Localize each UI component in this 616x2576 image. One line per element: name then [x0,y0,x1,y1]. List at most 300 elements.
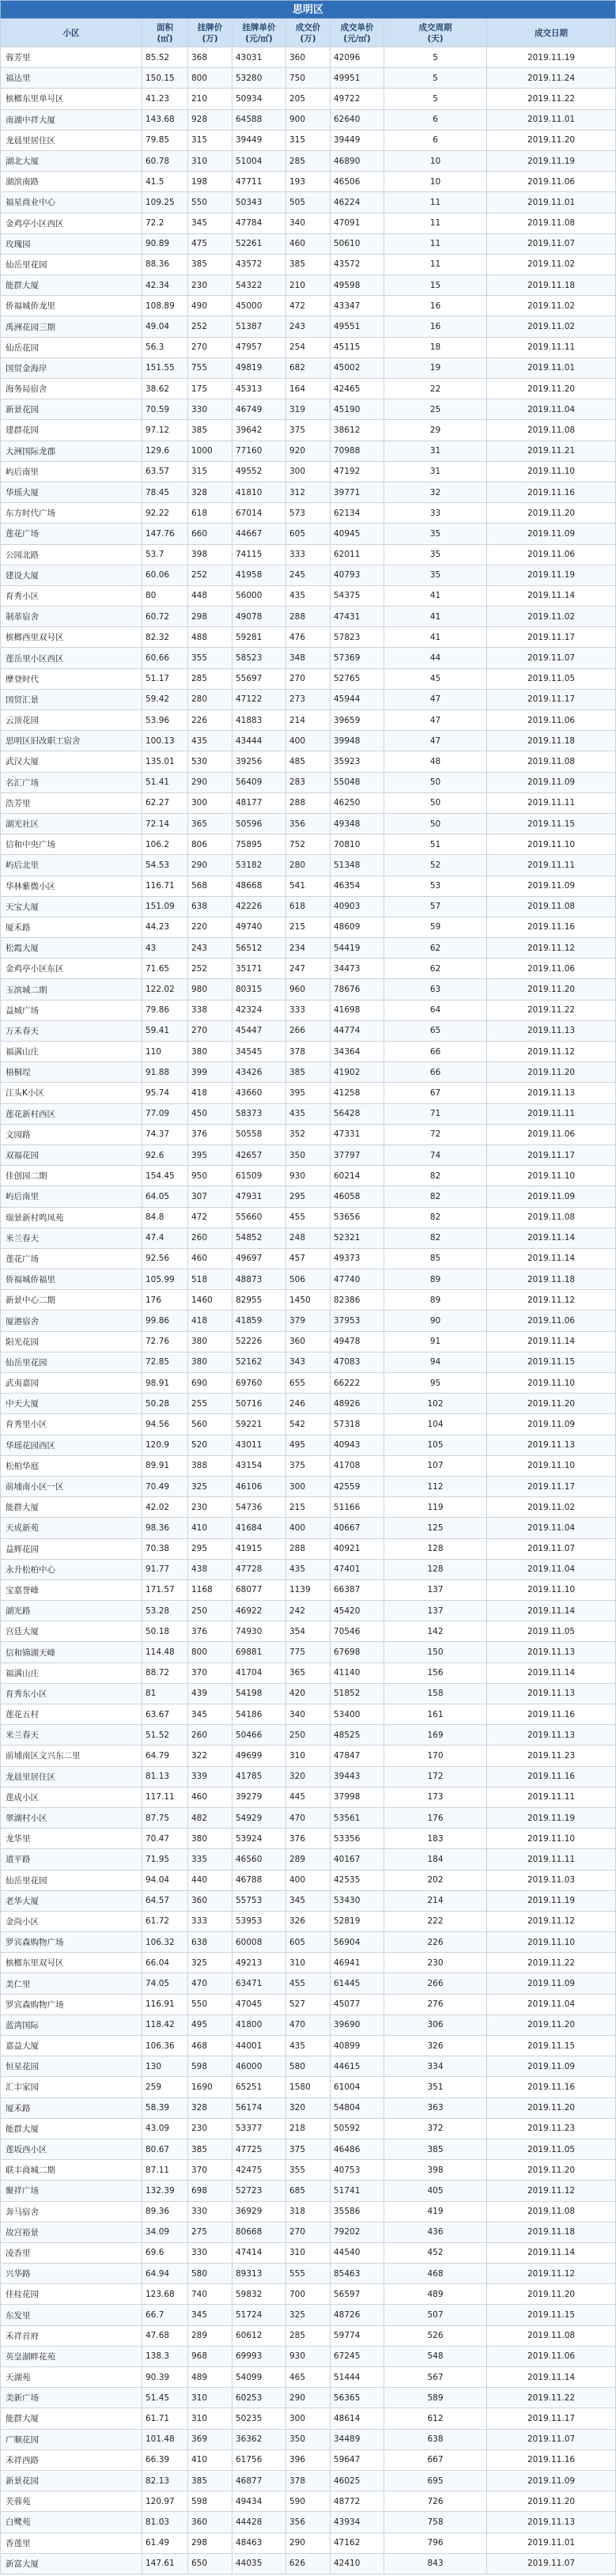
cell-area: 81.13 [142,1767,188,1787]
table-row [0,420,616,441]
cell-community: 武夷嘉园 [0,1373,142,1394]
table-row [0,1849,616,1870]
cell-community: 奔马宿舍 [0,2202,142,2222]
cell-deal-cycle: 758 [384,2512,487,2532]
cell-listing-price: 376 [188,1621,232,1642]
cell-deal-price: 214 [286,710,331,731]
cell-deal-date: 2019.11.01 [487,110,616,131]
cell-listing-unit-price: 56512 [232,938,286,959]
cell-deal-cycle: 22 [384,379,487,399]
cell-listing-unit-price: 54322 [232,275,286,296]
cell-area: 94.04 [142,1871,188,1891]
table-row [0,524,616,544]
cell-deal-price: 542 [286,1414,331,1435]
cell-listing-price: 360 [188,2512,232,2532]
cell-deal-price: 900 [286,110,331,131]
cell-deal-cycle: 74 [384,1145,487,1166]
cell-listing-unit-price: 42657 [232,1145,286,1166]
cell-deal-cycle: 184 [384,1849,487,1870]
cell-deal-cycle: 222 [384,1912,487,1932]
cell-listing-unit-price: 77160 [232,441,286,462]
cell-listing-price: 385 [188,420,232,441]
cell-listing-price: 325 [188,1953,232,1973]
cell-deal-unit-price: 70546 [331,1621,384,1642]
cell-area: 100.13 [142,731,188,751]
cell-deal-date: 2019.11.19 [487,47,616,68]
cell-deal-unit-price: 49722 [331,89,384,109]
cell-community: 金鸡亭小区东区 [0,959,142,979]
cell-deal-date: 2019.11.06 [487,172,616,192]
cell-listing-price: 435 [188,731,232,751]
cell-deal-price: 300 [286,462,331,482]
cell-deal-unit-price: 39449 [331,131,384,151]
cell-deal-unit-price: 57318 [331,1414,384,1435]
cell-listing-unit-price: 53924 [232,1829,286,1849]
cell-listing-price: 440 [188,1871,232,1891]
cell-community: 佳创园二期 [0,1166,142,1186]
cell-deal-date: 2019.11.11 [487,793,616,814]
cell-area: 106.36 [142,2036,188,2056]
cell-deal-unit-price: 55048 [331,773,384,793]
cell-area: 120.97 [142,2491,188,2512]
cell-deal-price: 1139 [286,1580,331,1601]
cell-deal-date: 2019.11.15 [487,2036,616,2056]
cell-community: 莲花新村西区 [0,1104,142,1125]
cell-listing-unit-price: 50343 [232,192,286,213]
cell-deal-unit-price: 41902 [331,1062,384,1083]
header-deal-cycle: 成交周期 (天) [384,19,487,47]
cell-deal-unit-price: 46506 [331,172,384,192]
cell-community: 前埔南小区一区 [0,1477,142,1497]
table-row [0,110,616,131]
cell-listing-price: 598 [188,2491,232,2512]
cell-area: 42.02 [142,1497,188,1518]
cell-community: 莲岳里小区西区 [0,648,142,668]
cell-listing-unit-price: 45313 [232,379,286,399]
cell-area: 74.05 [142,1973,188,1994]
cell-deal-unit-price: 79202 [331,2222,384,2243]
cell-deal-cycle: 53 [384,876,487,897]
cell-deal-date: 2019.11.08 [487,2326,616,2347]
cell-area: 80.67 [142,2139,188,2160]
table-row [0,1497,616,1518]
table-row [0,1062,616,1083]
cell-listing-unit-price: 49740 [232,917,286,938]
cell-listing-price: 472 [188,1208,232,1228]
cell-listing-price: 280 [188,690,232,710]
cell-community: 文园路 [0,1125,142,1145]
cell-deal-date: 2019.11.18 [487,275,616,296]
cell-deal-date: 2019.11.20 [487,979,616,1000]
table-row [0,690,616,710]
table-row [0,1746,616,1766]
table-row [0,959,616,979]
table-row [0,1166,616,1186]
table-row [0,2139,616,2160]
cell-listing-price: 460 [188,1787,232,1808]
cell-listing-unit-price: 49078 [232,607,286,627]
cell-area: 61.71 [142,2408,188,2429]
cell-community: 瑞景新村鸣凤苑 [0,1208,142,1228]
cell-area: 60.78 [142,151,188,172]
cell-deal-date: 2019.11.01 [487,192,616,213]
cell-deal-date: 2019.11.20 [487,2160,616,2181]
cell-listing-price: 310 [188,2408,232,2429]
cell-deal-unit-price: 45190 [331,399,384,420]
cell-listing-price: 740 [188,2284,232,2305]
table-row [0,897,616,917]
cell-deal-price: 340 [286,1704,331,1725]
cell-deal-cycle: 47 [384,710,487,731]
cell-deal-unit-price: 48525 [331,1725,384,1746]
cell-deal-unit-price: 34364 [331,1042,384,1062]
cell-deal-cycle: 66 [384,1062,487,1083]
cell-deal-price: 288 [286,607,331,627]
cell-deal-cycle: 125 [384,1518,487,1538]
cell-deal-price: 300 [286,1477,331,1497]
cell-area: 63.67 [142,1704,188,1725]
cell-deal-price: 215 [286,917,331,938]
cell-community: 莲成小区 [0,1787,142,1808]
cell-deal-cycle: 47 [384,731,487,751]
cell-deal-cycle: 104 [384,1414,487,1435]
cell-listing-price: 270 [188,1021,232,1042]
cell-deal-cycle: 638 [384,2430,487,2450]
cell-deal-date: 2019.11.05 [487,669,616,690]
cell-deal-date: 2019.11.10 [487,1829,616,1849]
cell-community: 米兰春天 [0,1725,142,1746]
cell-deal-cycle: 170 [384,1746,487,1766]
table-row [0,2408,616,2429]
cell-area: 106.32 [142,1932,188,1953]
cell-deal-price: 248 [286,1228,331,1249]
cell-listing-unit-price: 52226 [232,1332,286,1352]
cell-community: 天湖苑 [0,2367,142,2388]
cell-deal-cycle: 6 [384,110,487,131]
cell-deal-price: 345 [286,1891,331,1912]
cell-deal-cycle: 468 [384,2264,487,2284]
cell-listing-price: 385 [188,255,232,275]
cell-deal-cycle: 15 [384,275,487,296]
cell-deal-date: 2019.11.11 [487,338,616,358]
cell-listing-unit-price: 49213 [232,1953,286,1973]
cell-deal-date: 2019.11.16 [487,917,616,938]
cell-deal-date: 2019.11.13 [487,1684,616,1704]
cell-community: 制革宿舍 [0,607,142,627]
cell-listing-unit-price: 36929 [232,2202,286,2222]
cell-deal-unit-price: 47847 [331,1746,384,1766]
cell-deal-price: 605 [286,1932,331,1953]
cell-listing-price: 310 [188,2388,232,2408]
cell-area: 154.45 [142,1166,188,1186]
cell-deal-date: 2019.11.10 [487,1166,616,1186]
cell-deal-unit-price: 53561 [331,1808,384,1829]
cell-deal-unit-price: 57369 [331,648,384,668]
cell-listing-unit-price: 46560 [232,1849,286,1870]
header-deal-price: 成交价 (万) [286,19,331,47]
cell-listing-price: 468 [188,2036,232,2056]
cell-area: 53.7 [142,545,188,566]
cell-deal-price: 626 [286,2554,331,2574]
cell-deal-date: 2019.11.10 [487,462,616,482]
cell-deal-cycle: 266 [384,1973,487,1994]
cell-listing-unit-price: 48177 [232,793,286,814]
cell-deal-price: 319 [286,399,331,420]
cell-deal-unit-price: 56904 [331,1932,384,1953]
cell-deal-date: 2019.11.14 [487,1601,616,1621]
cell-area: 171.57 [142,1580,188,1601]
table-row [0,151,616,172]
table-row [0,1663,616,1684]
cell-deal-cycle: 71 [384,1104,487,1125]
cell-deal-price: 266 [286,1021,331,1042]
cell-area: 64.57 [142,1891,188,1912]
cell-deal-date: 2019.11.16 [487,1704,616,1725]
cell-deal-cycle: 334 [384,2056,487,2077]
cell-listing-unit-price: 41810 [232,482,286,503]
cell-area: 56.3 [142,338,188,358]
cell-listing-price: 380 [188,1332,232,1352]
cell-area: 43.09 [142,2119,188,2139]
cell-deal-price: 350 [286,2430,331,2450]
table-row [0,1021,616,1042]
cell-deal-date: 2019.11.13 [487,1083,616,1103]
cell-community: 江头K小区 [0,1083,142,1103]
cell-listing-unit-price: 53280 [232,68,286,89]
cell-deal-cycle: 35 [384,524,487,544]
cell-community: 松柏华庭 [0,1456,142,1477]
cell-deal-cycle: 306 [384,2015,487,2036]
cell-deal-price: 326 [286,1912,331,1932]
cell-community: 侨福城侨龙里 [0,296,142,316]
cell-deal-price: 210 [286,275,331,296]
table-row [0,2450,616,2471]
cell-deal-cycle: 142 [384,1621,487,1642]
cell-community: 湖光社区 [0,814,142,834]
cell-listing-unit-price: 63471 [232,1973,286,1994]
cell-deal-unit-price: 46941 [331,1953,384,1973]
cell-community: 能群大厦 [0,2119,142,2139]
cell-listing-unit-price: 48668 [232,876,286,897]
cell-area: 138.3 [142,2347,188,2367]
cell-area: 132.39 [142,2181,188,2201]
table-row [0,1601,616,1621]
cell-deal-price: 465 [286,2367,331,2388]
cell-community: 益城广场 [0,1001,142,1021]
cell-deal-date: 2019.11.20 [487,379,616,399]
cell-deal-price: 325 [286,2305,331,2325]
cell-listing-unit-price: 82955 [232,1290,286,1311]
cell-deal-price: 348 [286,648,331,668]
cell-deal-price: 472 [286,296,331,316]
cell-deal-unit-price: 48926 [331,1394,384,1414]
cell-deal-cycle: 726 [384,2491,487,2512]
cell-listing-price: 580 [188,2264,232,2284]
cell-deal-cycle: 66 [384,1042,487,1062]
table-row [0,1995,616,2015]
cell-deal-cycle: 65 [384,1021,487,1042]
cell-deal-cycle: 11 [384,214,487,234]
cell-area: 44.23 [142,917,188,938]
cell-listing-price: 698 [188,2181,232,2201]
cell-listing-price: 660 [188,524,232,544]
cell-listing-unit-price: 61756 [232,2450,286,2471]
table-row [0,316,616,337]
cell-deal-unit-price: 52765 [331,669,384,690]
cell-area: 129.6 [142,441,188,462]
cell-area: 72.2 [142,214,188,234]
cell-deal-price: 930 [286,2347,331,2367]
cell-deal-cycle: 214 [384,1891,487,1912]
cell-deal-unit-price: 59774 [331,2326,384,2347]
cell-listing-price: 339 [188,1767,232,1787]
cell-deal-price: 385 [286,1062,331,1083]
table-row [0,214,616,234]
header-deal-unit-price: 成交单价 (元/㎡) [331,19,384,47]
table-row [0,1932,616,1953]
cell-deal-cycle: 35 [384,545,487,566]
cell-community: 屿后北里 [0,855,142,876]
cell-community: 禹洲花园三期 [0,316,142,337]
cell-listing-price: 290 [188,855,232,876]
cell-area: 47.4 [142,1228,188,1249]
cell-listing-unit-price: 47045 [232,1995,286,2015]
cell-deal-date: 2019.11.09 [487,2056,616,2077]
cell-deal-cycle: 169 [384,1725,487,1746]
cell-deal-cycle: 156 [384,1663,487,1684]
cell-listing-unit-price: 39642 [232,420,286,441]
cell-deal-cycle: 276 [384,1995,487,2015]
cell-listing-unit-price: 41684 [232,1518,286,1538]
cell-listing-unit-price: 47931 [232,1186,286,1207]
table-row [0,1580,616,1601]
cell-deal-date: 2019.11.04 [487,1518,616,1538]
table-row [0,234,616,255]
cell-listing-price: 285 [188,669,232,690]
cell-deal-price: 333 [286,1001,331,1021]
cell-deal-unit-price: 51348 [331,855,384,876]
cell-area: 122.02 [142,979,188,1000]
cell-area: 74.37 [142,1125,188,1145]
cell-deal-date: 2019.11.03 [487,1871,616,1891]
cell-deal-unit-price: 46486 [331,2139,384,2160]
cell-deal-price: 243 [286,316,331,337]
table-row [0,2222,616,2243]
cell-listing-unit-price: 46749 [232,399,286,420]
cell-deal-price: 1580 [286,2077,331,2097]
cell-area: 54.53 [142,855,188,876]
cell-deal-date: 2019.11.22 [487,2388,616,2408]
header-listing-price: 挂牌价 (万) [188,19,232,47]
table-row [0,482,616,503]
cell-deal-date: 2019.11.12 [487,2264,616,2284]
cell-deal-price: 288 [286,1539,331,1560]
cell-area: 99.86 [142,1311,188,1331]
cell-area: 82.13 [142,2471,188,2491]
table-row [0,1539,616,1560]
cell-listing-price: 418 [188,1083,232,1103]
cell-community: 信和中央广场 [0,834,142,855]
cell-deal-price: 343 [286,1352,331,1373]
cell-listing-price: 333 [188,1912,232,1932]
cell-deal-price: 580 [286,2056,331,2077]
table-row [0,1477,616,1497]
cell-deal-cycle: 843 [384,2554,487,2574]
cell-listing-price: 488 [188,627,232,648]
cell-deal-cycle: 176 [384,1808,487,1829]
cell-listing-price: 345 [188,1704,232,1725]
cell-deal-price: 290 [286,2533,331,2554]
table-row [0,1973,616,1994]
cell-listing-price: 385 [188,2139,232,2160]
cell-deal-cycle: 5 [384,47,487,68]
cell-deal-date: 2019.11.09 [487,1973,616,1994]
cell-listing-unit-price: 52162 [232,1352,286,1373]
table-row [0,2305,616,2325]
cell-deal-price: 318 [286,2202,331,2222]
cell-community: 金鸡亭小区西区 [0,214,142,234]
cell-area: 176 [142,1290,188,1311]
cell-deal-unit-price: 45115 [331,338,384,358]
cell-deal-date: 2019.11.20 [487,2491,616,2512]
cell-deal-price: 750 [286,68,331,89]
cell-listing-unit-price: 50466 [232,1725,286,1746]
cell-deal-unit-price: 34489 [331,2430,384,2450]
cell-deal-cycle: 89 [384,1269,487,1290]
table-row [0,1725,616,1746]
cell-area: 70.59 [142,399,188,420]
cell-deal-price: 356 [286,2512,331,2532]
table-row [0,607,616,627]
cell-community: 广顺花园 [0,2430,142,2450]
cell-community: 海务局宿舍 [0,379,142,399]
cell-area: 259 [142,2077,188,2097]
cell-deal-date: 2019.11.01 [487,2533,616,2554]
table-row [0,2471,616,2491]
cell-deal-unit-price: 52321 [331,1228,384,1249]
table-row [0,855,616,876]
cell-deal-unit-price: 53400 [331,1704,384,1725]
cell-deal-price: 290 [286,2388,331,2408]
cell-deal-date: 2019.11.06 [487,959,616,979]
cell-listing-price: 439 [188,1684,232,1704]
cell-area: 51.41 [142,773,188,793]
cell-deal-cycle: 31 [384,441,487,462]
table-row [0,1352,616,1373]
cell-community: 松霞大厦 [0,938,142,959]
cell-listing-unit-price: 55697 [232,669,286,690]
cell-deal-cycle: 137 [384,1601,487,1621]
cell-deal-date: 2019.11.20 [487,1394,616,1414]
cell-listing-unit-price: 53182 [232,855,286,876]
cell-area: 47.68 [142,2326,188,2347]
cell-listing-price: 330 [188,2243,232,2264]
cell-area: 92.6 [142,1145,188,1166]
cell-listing-unit-price: 39279 [232,1787,286,1808]
cell-area: 91.77 [142,1560,188,1580]
cell-deal-price: 396 [286,2450,331,2471]
cell-deal-price: 555 [286,2264,331,2284]
cell-deal-unit-price: 48614 [331,2408,384,2429]
cell-listing-price: 598 [188,2056,232,2077]
cell-deal-date: 2019.11.23 [487,1746,616,1766]
cell-deal-cycle: 6 [384,131,487,151]
cell-area: 94.56 [142,1414,188,1435]
cell-area: 72.14 [142,814,188,834]
table-row [0,2430,616,2450]
cell-deal-date: 2019.11.09 [487,2471,616,2491]
cell-listing-price: 325 [188,1477,232,1497]
